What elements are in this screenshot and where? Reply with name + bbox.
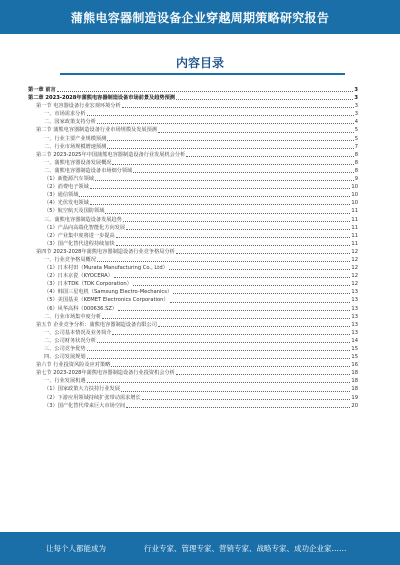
toc-entry[interactable] bbox=[28, 240, 358, 248]
toc-entry-page: 13 bbox=[351, 329, 358, 336]
toc-leader-dots bbox=[122, 107, 354, 108]
toc-entry-page: 15 bbox=[351, 354, 358, 361]
toc-leader-dots bbox=[114, 277, 351, 278]
toc-entry-label: （6）风华高科（000636.SZ） bbox=[44, 305, 118, 312]
toc-entry-page: 10 bbox=[351, 184, 358, 191]
toc-leader-dots bbox=[87, 115, 354, 116]
toc-entry-label: 第七节 2023-2028年蒲熊电容器制造设备行业投资机会分析 bbox=[36, 370, 175, 377]
toc-entry[interactable] bbox=[28, 329, 358, 337]
toc-leader-dots bbox=[116, 245, 351, 246]
toc-entry-page: 12 bbox=[351, 273, 358, 280]
toc-entry-page: 12 bbox=[351, 248, 358, 255]
toc-entry[interactable] bbox=[28, 110, 358, 118]
toc-entry-label: 第二节 蒲熊电容器制造设备行业市场规模及发展预测 bbox=[36, 127, 157, 134]
report-header bbox=[0, 0, 400, 34]
toc-entry[interactable] bbox=[28, 402, 358, 410]
toc-leader-dots bbox=[111, 366, 350, 367]
toc-leader-dots bbox=[126, 407, 350, 408]
toc-leader-dots bbox=[97, 123, 354, 124]
toc-entry[interactable] bbox=[28, 313, 358, 321]
toc-entry[interactable] bbox=[28, 118, 358, 126]
toc-entry-page: 11 bbox=[351, 232, 358, 239]
toc-entry[interactable] bbox=[28, 86, 358, 94]
toc-leader-dots bbox=[112, 334, 350, 335]
toc-leader-dots bbox=[126, 229, 350, 230]
toc-entry-label: 一、公司基本情况及业务简介 bbox=[44, 329, 112, 336]
toc-entry-label: （1）日本村田（Murata Manufacturing Co., Ltd） bbox=[44, 265, 168, 272]
toc-entry[interactable] bbox=[28, 232, 358, 240]
toc-entry-page: 11 bbox=[351, 224, 358, 231]
toc-leader-dots bbox=[170, 302, 351, 303]
toc-entry-page: 11 bbox=[351, 208, 358, 215]
toc-entry[interactable] bbox=[28, 385, 358, 393]
footer-slogan: 让每个人都能成为 bbox=[46, 544, 106, 553]
toc-entry-page: 7 bbox=[354, 143, 358, 150]
toc-leader-dots bbox=[169, 269, 351, 270]
toc-entry[interactable] bbox=[28, 296, 358, 304]
toc-leader-dots bbox=[97, 261, 351, 262]
toc-entry[interactable] bbox=[28, 183, 358, 191]
toc-entry-label: （2）产业集中度将进一步提高 bbox=[44, 232, 115, 239]
toc-entry-page: 10 bbox=[351, 200, 358, 207]
toc-leader-dots bbox=[107, 140, 353, 141]
toc-entry-label: （5）航空航天及国防领域 bbox=[44, 208, 105, 215]
report-footer bbox=[0, 532, 400, 565]
toc-entry[interactable] bbox=[28, 256, 358, 264]
toc-leader-dots bbox=[112, 164, 353, 165]
toc-entry-page: 18 bbox=[351, 386, 358, 393]
toc-entry-page: 3 bbox=[354, 95, 358, 102]
toc-entry-label: 第三节 2023-2025年中国蒲熊电容器制造设备行业发展机会分析 bbox=[36, 151, 186, 158]
toc-entry[interactable] bbox=[28, 369, 358, 377]
toc-entry-page: 16 bbox=[351, 362, 358, 369]
toc-entry-page: 13 bbox=[351, 305, 358, 312]
toc-entry-page: 12 bbox=[351, 281, 358, 288]
toc-leader-dots bbox=[176, 99, 353, 100]
toc-entry[interactable] bbox=[28, 264, 358, 272]
toc-entry[interactable] bbox=[28, 353, 358, 361]
toc-entry[interactable] bbox=[28, 199, 358, 207]
toc-entry[interactable] bbox=[28, 345, 358, 353]
toc-entry-label: 四、公司发展规划 bbox=[44, 354, 86, 361]
toc-leader-dots bbox=[118, 310, 350, 311]
toc-entry-label: 一、蒲熊电容器设备发展概况 bbox=[44, 159, 112, 166]
toc-entry-label: （2）下游应用领域持续扩张带动需求增长 bbox=[44, 394, 141, 401]
toc-entry[interactable] bbox=[28, 126, 358, 134]
toc-entry[interactable] bbox=[28, 305, 358, 313]
toc-entry-page: 20 bbox=[351, 402, 358, 409]
toc-entry-page: 13 bbox=[351, 313, 358, 320]
toc-entry-page: 8 bbox=[354, 159, 358, 166]
toc-leader-dots bbox=[57, 91, 354, 92]
toc-leader-dots bbox=[87, 358, 351, 359]
toc-entry[interactable] bbox=[28, 175, 358, 183]
toc-entry[interactable] bbox=[28, 288, 358, 296]
toc-entry-label: 第一节 电容器设备行业宏观环境分析 bbox=[36, 103, 121, 110]
toc-entry[interactable] bbox=[28, 280, 358, 288]
toc-entry-label: 二、行业市场规模增速预测 bbox=[44, 143, 107, 150]
toc-entry-page: 5 bbox=[354, 127, 358, 134]
toc-entry[interactable] bbox=[28, 191, 358, 199]
toc-entry-page: 3 bbox=[354, 103, 358, 110]
toc-entry[interactable] bbox=[28, 272, 358, 280]
toc-entry-page: 18 bbox=[351, 370, 358, 377]
toc-entry-page: 19 bbox=[351, 394, 358, 401]
toc-entry-label: 第五节 企业竞争分析：蒲熊电容器制造设备有限公司 bbox=[36, 321, 157, 328]
toc-entry-page: 3 bbox=[354, 111, 358, 118]
toc-leader-dots bbox=[87, 350, 351, 351]
toc-leader-dots bbox=[186, 156, 353, 157]
toc-entry-label: 二、国家政策支持分析 bbox=[44, 119, 96, 126]
toc-leader-dots bbox=[102, 318, 350, 319]
toc-entry[interactable] bbox=[28, 361, 358, 369]
toc-entry-label: 第四节 2023-2028年蒲熊电容器制造设备行业竞争格局分析 bbox=[36, 248, 175, 255]
toc-entry-label: 一、行业竞争格局概况 bbox=[44, 256, 96, 263]
toc-entry-label: 第二章 2023-2028年蒲熊电容器制造设备市场前景及趋势预测 bbox=[28, 95, 175, 102]
toc-leader-dots bbox=[87, 382, 351, 383]
toc-leader-dots bbox=[173, 293, 350, 294]
toc-entry[interactable] bbox=[28, 321, 358, 329]
toc-entry-label: （2）日本京瓷（KYOCERA） bbox=[44, 273, 113, 280]
toc-entry-page: 12 bbox=[351, 256, 358, 263]
toc-entry-label: 第一章 前言 bbox=[28, 87, 56, 93]
toc-leader-dots bbox=[121, 391, 350, 392]
toc-entry-label: （1）产品向高端化智能化方向发展 bbox=[44, 224, 126, 231]
toc-entry-label: （5）美国基美（KEMET Electronics Corporation） bbox=[44, 297, 169, 304]
toc-entry-page: 9 bbox=[354, 176, 358, 183]
toc-leader-dots bbox=[79, 196, 350, 197]
toc-entry[interactable] bbox=[28, 224, 358, 232]
toc-entry-page: 5 bbox=[354, 135, 358, 142]
toc-entry[interactable] bbox=[28, 102, 358, 110]
toc-entry-label: 一、行业主要产业规模预测 bbox=[44, 135, 107, 142]
page-title: 内容目录 bbox=[175, 56, 224, 70]
toc-leader-dots bbox=[90, 188, 351, 189]
toc-entry-page: 18 bbox=[351, 378, 358, 385]
report-title: 蒲熊电容器制造设备企业穿越周期策略研究报告 bbox=[70, 10, 330, 25]
toc-entry[interactable] bbox=[28, 151, 358, 159]
toc-entry-label: 二、公司财务状况分析 bbox=[44, 337, 96, 344]
footer-roles: 行业专家、管理专家、营销专家、战略专家、成功企业家…… bbox=[144, 544, 347, 553]
toc-leader-dots bbox=[116, 237, 351, 238]
toc-leader-dots bbox=[123, 221, 351, 222]
toc-entry-label: 一、市场需求分析 bbox=[44, 111, 86, 118]
toc-entry-label: （4）光伏发电领域 bbox=[44, 200, 89, 207]
toc-leader-dots bbox=[176, 253, 351, 254]
toc-leader-dots bbox=[95, 180, 354, 181]
toc-entry-label: （1）新能源汽车领域 bbox=[44, 176, 94, 183]
toc-entry-page: 12 bbox=[351, 265, 358, 272]
toc-entry-page: 13 bbox=[351, 321, 358, 328]
toc-entry-page: 13 bbox=[351, 289, 358, 296]
toc-entry-label: 二、行业市场集中度分析 bbox=[44, 313, 102, 320]
toc-leader-dots bbox=[158, 326, 350, 327]
toc-entry[interactable] bbox=[28, 207, 358, 215]
toc-leader-dots bbox=[105, 213, 350, 214]
toc-entry-label: （2）消费电子领域 bbox=[44, 184, 89, 191]
toc-leader-dots bbox=[133, 285, 351, 286]
toc-leader-dots bbox=[90, 204, 351, 205]
toc-entry-label: （4）韩国三星电机（Samsung Electro-Mechanics） bbox=[44, 289, 173, 296]
toc-entry-page: 4 bbox=[354, 119, 358, 126]
toc-entry[interactable] bbox=[28, 167, 358, 175]
toc-entry[interactable] bbox=[28, 135, 358, 143]
toc-entry[interactable] bbox=[28, 216, 358, 224]
toc-entry-page: 8 bbox=[354, 167, 358, 174]
toc-entry-page: 13 bbox=[351, 297, 358, 304]
toc-entry-label: （3）通信领域 bbox=[44, 192, 79, 199]
page-title-wrap bbox=[0, 52, 400, 71]
toc-entry-page: 10 bbox=[351, 192, 358, 199]
toc-entry-label: （3）国产化替代进程持续加快 bbox=[44, 240, 115, 247]
toc-entry[interactable] bbox=[28, 394, 358, 402]
toc-entry-label: 三、公司竞争优势 bbox=[44, 346, 86, 352]
title-divider bbox=[60, 73, 345, 75]
toc-leader-dots bbox=[142, 399, 351, 400]
toc-entry-page: 8 bbox=[354, 151, 358, 158]
toc-leader-dots bbox=[133, 172, 353, 173]
toc-entry-label: 一、行业发展机遇 bbox=[44, 378, 86, 385]
toc-entry-label: （3）日本TDK（TDK Corporation） bbox=[44, 281, 132, 288]
toc-entry-label: 第六节 行业投资风险及应对策略 bbox=[36, 362, 111, 369]
toc-entry[interactable] bbox=[28, 337, 358, 345]
toc-entry[interactable] bbox=[28, 159, 358, 167]
toc-entry[interactable] bbox=[28, 143, 358, 151]
toc-entry[interactable] bbox=[28, 377, 358, 385]
toc-entry-page: 14 bbox=[351, 337, 358, 344]
toc-entry-label: 三、蒲熊电容器制造设备发展趋势 bbox=[44, 216, 122, 223]
toc-entry-label: （1）国家政策大力扶持行业发展 bbox=[44, 386, 120, 393]
toc-leader-dots bbox=[97, 342, 351, 343]
toc-leader-dots bbox=[176, 374, 351, 375]
toc-entry-page: 11 bbox=[351, 216, 358, 223]
toc-entry-label: 二、蒲熊电容器制造设备市场细分领域 bbox=[44, 167, 133, 174]
toc-entry-page: 3 bbox=[354, 87, 358, 93]
toc-entry-page: 11 bbox=[351, 240, 358, 247]
toc-entry-page: 15 bbox=[351, 346, 358, 352]
toc-leader-dots bbox=[158, 132, 354, 133]
toc-entry-label: （3）国产化替代带来巨大市场空间 bbox=[44, 402, 126, 409]
toc-entry[interactable] bbox=[28, 94, 358, 102]
toc-leader-dots bbox=[107, 148, 353, 149]
toc-entry[interactable] bbox=[28, 248, 358, 256]
table-of-contents bbox=[28, 86, 358, 410]
